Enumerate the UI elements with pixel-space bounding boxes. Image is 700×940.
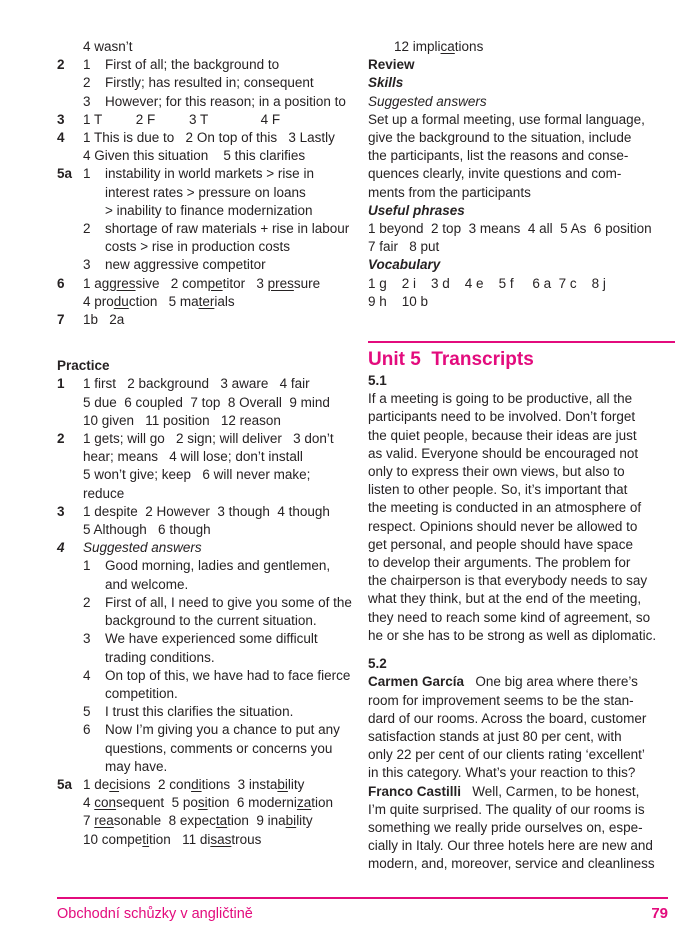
- sub-number: 3: [83, 631, 91, 647]
- sub-number: 4: [83, 667, 91, 683]
- text-line: [57, 129, 359, 147]
- stressed-syllable: ca: [440, 39, 455, 54]
- line-text: 5 won’t give; keep 6 will never make;: [83, 467, 311, 483]
- stressed-syllable: du: [113, 293, 129, 309]
- line-text: modern, and, moreover, service and cleanliness: [368, 856, 655, 872]
- text-line: [57, 394, 359, 412]
- line-text: 5.2: [368, 656, 387, 672]
- line-text: Vocabulary: [368, 257, 441, 273]
- line-text: 4 wasn’t: [83, 39, 133, 54]
- text-line: [57, 238, 359, 256]
- stressed-syllable: bi: [277, 776, 288, 792]
- line-text: Suggested answers: [368, 93, 487, 109]
- speaker-name: Carmen García: [368, 674, 465, 690]
- text-line: [57, 485, 359, 503]
- text-line: [368, 293, 675, 311]
- item-number: 4: [57, 540, 65, 556]
- sub-number: 6: [83, 722, 91, 738]
- text-line: [368, 764, 675, 782]
- text-line: [57, 466, 359, 484]
- text-line: [57, 448, 359, 466]
- text-line: [368, 819, 675, 837]
- text-line: [57, 311, 359, 329]
- line-text: Carmen García One big area where there’s: [368, 674, 638, 690]
- stressed-syllable: gres: [109, 275, 136, 291]
- line-text: 5.1: [368, 373, 387, 389]
- text-line: [57, 758, 359, 776]
- text-line: [57, 74, 359, 92]
- line-text: and welcome.: [105, 576, 189, 592]
- footer-page-number: 79: [651, 905, 668, 922]
- line-text: get personal, and people should have space: [368, 536, 633, 552]
- text-line: [368, 590, 675, 608]
- line-text: Useful phrases: [368, 202, 465, 218]
- item-number: 7: [57, 312, 65, 328]
- line-text: they need to reach some kind of agreement, so: [368, 609, 651, 625]
- line-text: only to express their own views, but also to: [368, 464, 625, 480]
- right-text-column: [368, 38, 675, 874]
- line-text: 10 competition 11 disastrous: [83, 831, 262, 847]
- text-line: [368, 673, 675, 691]
- text-line: [57, 740, 359, 758]
- text-line: [57, 256, 359, 274]
- text-line: [57, 430, 359, 448]
- text-line: [57, 594, 359, 612]
- line-text: satisfaction stands at just 80 per cent, with: [368, 728, 622, 744]
- line-text: Review: [368, 57, 415, 73]
- item-number: 2: [57, 57, 65, 73]
- text-line: [368, 655, 675, 673]
- text-line: [368, 202, 675, 220]
- text-line: [57, 539, 359, 557]
- line-text: 4 Given this situation 5 this clarifies: [83, 148, 306, 164]
- line-text: 1 aggressive 2 competitor 3 pressure: [83, 275, 321, 291]
- line-text: I’m quite surprised. The quality of our rooms is: [368, 801, 645, 817]
- line-text: Unit 5 Transcripts: [368, 349, 534, 371]
- line-text: room for improvement seems to be the stan-: [368, 692, 634, 708]
- line-text: Now I’m giving you a chance to put any: [105, 722, 340, 738]
- text-line: [368, 111, 675, 129]
- line-text: 12 implications: [394, 39, 484, 54]
- line-text: may have.: [105, 758, 168, 774]
- text-line: [57, 557, 359, 575]
- footer-book-title: Obchodní schůzky v angličtině: [57, 906, 253, 922]
- text-line: [368, 710, 675, 728]
- stressed-syllable: ter: [198, 293, 215, 309]
- stressed-syllable: di: [191, 776, 202, 792]
- text-line: [57, 56, 359, 74]
- text-line: [57, 703, 359, 721]
- text-line: [57, 721, 359, 739]
- line-text: cially in Italy. Our three hotels here are new and: [368, 838, 653, 854]
- line-text: reduce: [83, 485, 125, 501]
- text-line: [368, 572, 675, 590]
- sub-number: 2: [83, 75, 91, 91]
- item-number: 4: [57, 130, 65, 146]
- line-text: respect. Opinions should never be allowed to: [368, 518, 638, 534]
- text-line: [57, 576, 359, 594]
- text-line: [368, 627, 675, 645]
- line-text: background to the current situation.: [105, 613, 317, 629]
- line-text: something we really pride ourselves on, espe-: [368, 819, 643, 835]
- line-text: We have experienced some difficult: [105, 631, 318, 647]
- speaker-name: Franco Castilli: [368, 783, 462, 799]
- line-text: instability in world markets > rise in: [105, 166, 314, 182]
- line-text: 1 beyond 2 top 3 means 4 all 5 As 6 position: [368, 221, 652, 237]
- line-text: dard of our rooms. Across the board, customer: [368, 710, 647, 726]
- line-text: 1b 2a: [83, 312, 125, 328]
- sub-number: 1: [83, 166, 91, 182]
- text-line: [57, 794, 359, 812]
- line-text: shortage of raw materials + rise in labour: [105, 221, 350, 237]
- line-text: I trust this clarifies the situation.: [105, 704, 294, 720]
- line-text: as valid. Everyone should be encouraged not: [368, 445, 639, 461]
- text-line: [368, 129, 675, 147]
- line-text: First of all, I need to give you some of the: [105, 594, 352, 610]
- sub-number: 5: [83, 704, 91, 720]
- text-line: [57, 111, 359, 129]
- text-line: [57, 147, 359, 165]
- line-text: ments from the participants: [368, 184, 531, 200]
- stressed-syllable: rea: [94, 813, 114, 829]
- text-line: [368, 38, 675, 56]
- line-text: the chairperson is that everybody needs to say: [368, 573, 648, 589]
- text-line: [57, 375, 359, 393]
- line-text: in this category. What’s your reaction to this?: [368, 765, 636, 781]
- line-text: questions, comments or concerns you: [105, 740, 333, 756]
- line-text: 1 T 2 F 3 T 4 F: [83, 111, 281, 127]
- line-text: First of all; the background to: [105, 57, 280, 73]
- text-line: [368, 783, 675, 801]
- line-text: > inability to finance modernization: [105, 202, 313, 218]
- item-number: 6: [57, 275, 65, 291]
- text-line: [368, 481, 675, 499]
- sub-number: 1: [83, 57, 91, 73]
- text-line: [57, 649, 359, 667]
- line-text: hear; means 4 will lose; don’t install: [83, 449, 303, 465]
- line-text: listen to other people. So, it’s important that: [368, 482, 628, 498]
- stressed-syllable: bi: [285, 813, 297, 829]
- text-line: [57, 184, 359, 202]
- text-line: [368, 554, 675, 572]
- left-text-column: [57, 38, 359, 849]
- text-line: [368, 165, 675, 183]
- text-line: [57, 831, 359, 849]
- text-line: [368, 746, 675, 764]
- text-line: [368, 609, 675, 627]
- text-line: [57, 220, 359, 238]
- line-text: Practice: [57, 358, 110, 374]
- sub-number: 3: [83, 93, 91, 109]
- text-line: [368, 728, 675, 746]
- stressed-syllable: con: [94, 795, 117, 811]
- line-text: what they think, but at the end of the meeting,: [368, 591, 642, 607]
- line-text: 1 g 2 i 3 d 4 e 5 f 6 a 7 c 8 j: [368, 275, 606, 291]
- text-line: [368, 93, 675, 111]
- unit-heading: [368, 348, 675, 372]
- text-line: [57, 812, 359, 830]
- section-divider: [368, 341, 675, 343]
- line-text: 10 given 11 position 12 reason: [83, 412, 281, 428]
- line-text: 4 production 5 materials: [83, 293, 235, 309]
- stressed-syllable: pe: [207, 275, 223, 291]
- item-number: 2: [57, 431, 65, 447]
- line-text: However; for this reason; in a position to: [105, 93, 346, 109]
- text-line: [57, 38, 359, 56]
- line-text: 5 Although 6 though: [83, 522, 211, 538]
- stressed-syllable: za: [296, 795, 312, 811]
- text-line: [57, 630, 359, 648]
- text-line: [368, 837, 675, 855]
- line-text: 7 fair 8 put: [368, 239, 440, 255]
- line-text: 1 despite 2 However 3 though 4 though: [83, 503, 330, 519]
- text-line: [368, 801, 675, 819]
- line-text: 1 first 2 background 3 aware 4 fair: [83, 376, 310, 392]
- item-number: 5a: [57, 776, 73, 792]
- line-text: 9 h 10 b: [368, 293, 429, 309]
- line-text: 1 gets; will go 2 sign; will deliver 3 don’t: [83, 431, 334, 447]
- text-line: [368, 445, 675, 463]
- line-text: only 22 per cent of our clients rating ‘excellent’: [368, 747, 645, 763]
- text-line: [57, 93, 359, 111]
- text-line: [368, 518, 675, 536]
- line-text: costs > rise in production costs: [105, 239, 290, 255]
- stressed-syllable: ci: [109, 776, 120, 792]
- text-line: [57, 612, 359, 630]
- sub-number: 2: [83, 594, 91, 610]
- line-text: On top of this, we have had to face fierce: [105, 667, 351, 683]
- text-line: [57, 503, 359, 521]
- line-text: trading conditions.: [105, 649, 215, 665]
- sub-number: 2: [83, 221, 91, 237]
- text-line: [368, 238, 675, 256]
- item-number: 5a: [57, 166, 73, 182]
- text-line: [368, 536, 675, 554]
- text-line: [368, 184, 675, 202]
- text-line: [57, 165, 359, 183]
- stressed-syllable: pres: [267, 275, 294, 291]
- line-text: give the background to the situation, include: [368, 130, 632, 146]
- text-line: [368, 692, 675, 710]
- line-text: 1 This is due to 2 On top of this 3 Lastly: [83, 130, 335, 146]
- text-line: [368, 855, 675, 873]
- stressed-syllable: si: [197, 795, 208, 811]
- line-text: the quiet people, because their ideas are just: [368, 427, 637, 443]
- text-line: [57, 667, 359, 685]
- item-number: 3: [57, 503, 65, 519]
- text-line: [368, 147, 675, 165]
- text-line: [368, 408, 675, 426]
- line-text: Good morning, ladies and gentlemen,: [105, 558, 331, 574]
- text-line: [368, 56, 675, 74]
- stressed-syllable: sas: [210, 831, 232, 847]
- item-number: 1: [57, 376, 65, 392]
- line-text: Suggested answers: [83, 540, 202, 556]
- line-text: participants need to be involved. Don’t forget: [368, 409, 636, 425]
- line-text: he or she has to be strong as well as diplomatic.: [368, 627, 657, 643]
- line-text: 1 decisions 2 conditions 3 instability: [83, 776, 305, 792]
- text-line: [368, 499, 675, 517]
- line-text: competition.: [105, 685, 178, 701]
- text-line: [368, 427, 675, 445]
- text-line: [368, 256, 675, 274]
- line-text: Firstly; has resulted in; consequent: [105, 75, 314, 91]
- text-line: [57, 521, 359, 539]
- text-line: [368, 390, 675, 408]
- stressed-syllable: ti: [142, 831, 150, 847]
- text-line: [57, 202, 359, 220]
- line-text: quences clearly, invite questions and com-: [368, 166, 622, 182]
- line-text: Skills: [368, 75, 404, 91]
- line-text: to develop their arguments. The problem for: [368, 555, 631, 571]
- text-line: [368, 372, 675, 390]
- text-line: [368, 463, 675, 481]
- line-text: Set up a formal meeting, use formal language,: [368, 111, 645, 127]
- line-text: 4 consequent 5 position 6 modernization: [83, 795, 333, 811]
- text-line: [57, 357, 359, 375]
- footer-divider: [57, 897, 668, 899]
- text-line: [57, 776, 359, 794]
- line-text: new aggressive competitor: [105, 257, 266, 273]
- text-line: [57, 293, 359, 311]
- item-number: 3: [57, 111, 65, 127]
- text-line: [57, 275, 359, 293]
- line-text: 5 due 6 coupled 7 top 8 Overall 9 mind: [83, 394, 330, 410]
- sub-number: 1: [83, 558, 91, 574]
- line-text: interest rates > pressure on loans: [105, 184, 306, 200]
- text-line: [368, 220, 675, 238]
- stressed-syllable: ta: [215, 813, 228, 829]
- line-text: the meeting is conducted in an atmosphere of: [368, 500, 642, 516]
- line-text: the participants, list the reasons and conse-: [368, 148, 629, 164]
- text-line: [368, 275, 675, 293]
- line-text: 7 reasonable 8 expectation 9 inability: [83, 813, 313, 829]
- sub-number: 3: [83, 257, 91, 273]
- text-line: [57, 685, 359, 703]
- line-text: Franco Castilli Well, Carmen, to be honest,: [368, 783, 640, 799]
- text-line: [57, 412, 359, 430]
- text-line: [368, 74, 675, 92]
- line-text: If a meeting is going to be productive, all the: [368, 391, 633, 407]
